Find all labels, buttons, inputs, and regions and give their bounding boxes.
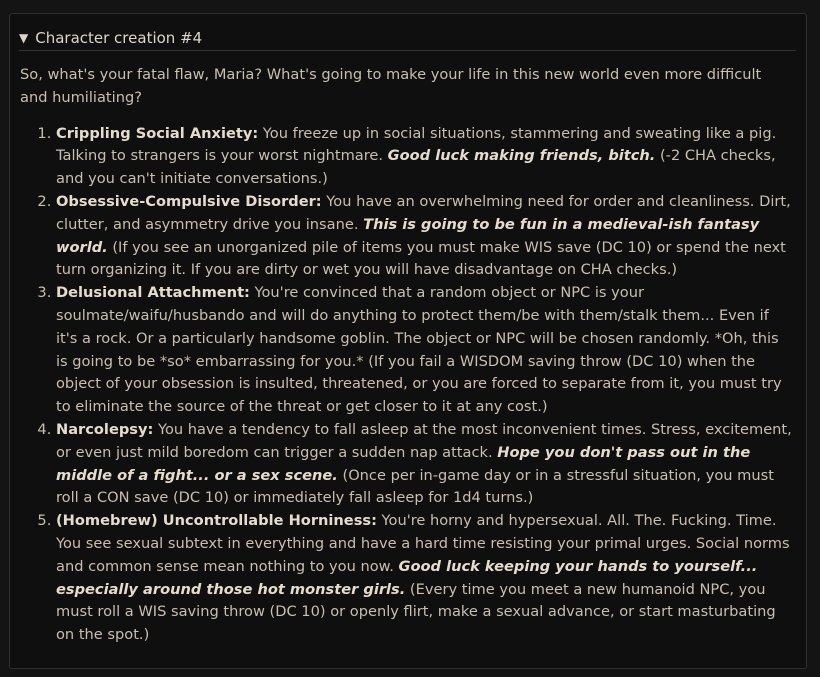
list-item [56,419,792,510]
flaw-name: Crippling Social Anxiety: [56,124,259,142]
flaw-description: You freeze up in social situations, stammering and sweating like a pig. Talking to strangers is your worst nightmare. [56,124,777,165]
list-item [56,510,792,647]
flaw-name: Obsessive-Compulsive Disorder: [56,192,322,210]
flaw-quip: Good luck keeping your hands to yourself... especially around those hot monster girls. [56,557,758,598]
flaw-list [20,123,792,647]
flaw-description: You're convinced that a random object or NPC is your soulmate/waifu/husbando and will do anything to protect them/be with them/stalk them... Even if it's a rock. Or a particularly handsome goblin. The object or NPC will be chosen randomly. *Oh, this is going to be *so* embarrassing for you.* [56,284,779,370]
list-item [56,123,792,191]
flaw-mechanic: (-2 CHA checks, and you can't initiate conversations.) [56,147,776,188]
flaw-mechanic: (If you fail a WISDOM saving throw (DC 10) when the object of your obsession is insulted, threatened, or you are forced to separate from it, you must try to eliminate the source of the threat or get closer to it at any cost.) [56,352,782,416]
flaw-quip: Hope you don't pass out in the middle of a fight... or a sex scene. [56,443,751,484]
intro-text: So, what's your fatal flaw, Maria? What's going to make your life in this new world even more difficult and humiliating? [20,66,762,106]
flaw-mechanic: (Once per in-game day or in a stressful situation, you must roll a CON save (DC 10) or immediately fall asleep for 1d4 turns.) [56,466,774,507]
flaw-mechanic: (If you see an unorganized pile of items you must make WIS save (DC 10) or spend the next turn organizing it. If you are dirty or wet you will have disadvantage on CHA checks.) [56,238,786,279]
flaw-description: You have an overwhelming need for order and cleanliness. Dirt, clutter, and asymmetry drive you insane. [56,192,791,233]
details-panel [9,13,807,669]
section-title[interactable]: Character creation #4 [35,29,203,47]
flaw-name: Narcolepsy: [56,420,154,438]
flaw-description: You're horny and hypersexual. All. The. Fucking. Time. You see sexual subtext in everything and have a hard time resisting your primal urges. Social norms and common sense mean nothing to you now. [56,512,790,575]
flaw-name: Delusional Attachment: [56,284,250,302]
message-body [20,64,792,647]
list-item [56,282,792,419]
caret-down-icon[interactable]: ▼ [19,31,29,45]
flaw-description: You have a tendency to fall asleep at the most inconvenient times. Stress, excitement, or even just mild boredom can trigger a sudden nap attack. [56,420,792,461]
flaw-quip: This is going to be fun in a medieval-ish fantasy world. [56,215,760,256]
flaw-quip: Good luck making friends, bitch. [387,147,656,165]
section-toggle[interactable] [19,26,796,51]
flaw-name: (Homebrew) Uncontrollable Horniness: [56,512,377,530]
list-item [56,191,792,282]
flaw-mechanic: (Every time you meet a new humanoid NPC, you must roll a WIS saving throw (DC 10) or openly flirt, make a sexual advance, or start masturbating on the spot.) [56,580,776,644]
